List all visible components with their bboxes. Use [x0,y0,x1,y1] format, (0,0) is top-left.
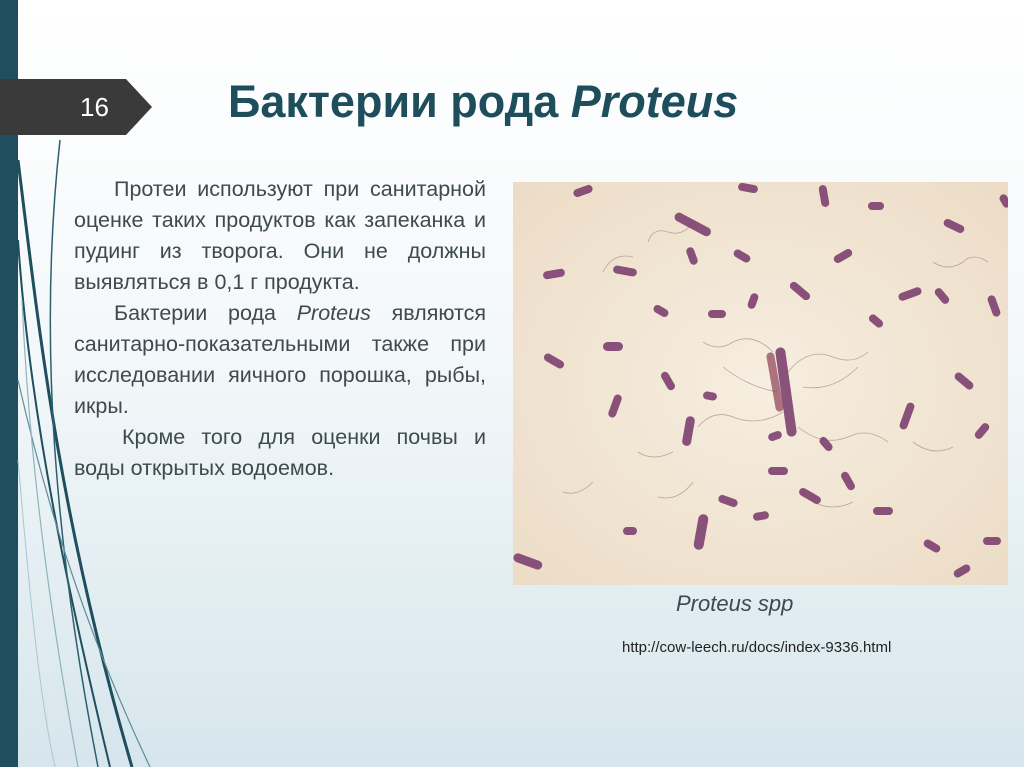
body-text [74,174,486,484]
figure-source-url: http://cow-leech.ru/docs/index-9336.html [622,639,892,656]
paragraph-2-start: Бактерии рода [114,301,297,325]
title-main: Бактерии рода [228,76,571,127]
paragraph-2-italic: Proteus [296,301,371,325]
slide-number: 16 [80,92,109,122]
slide-title [228,72,738,132]
paragraph-2-end: являются санитарно-показательными также при исследовании яичного порошка, рыбы, икры. [74,301,486,418]
title-italic: Proteus [570,76,739,127]
paragraph-2 [74,298,486,422]
paragraph-3: Кроме того для оценки почвы и воды открытых водоемов. [74,425,486,480]
slide-number-badge [0,79,152,135]
figure-caption: Proteus spp [676,591,794,616]
micrograph-image [513,182,1008,585]
paragraph-1: Протеи используют при санитарной оценке таких продуктов как запеканка и пудинг из творога. Они не должны выявляться в 0,1 г продукта. [74,177,486,294]
